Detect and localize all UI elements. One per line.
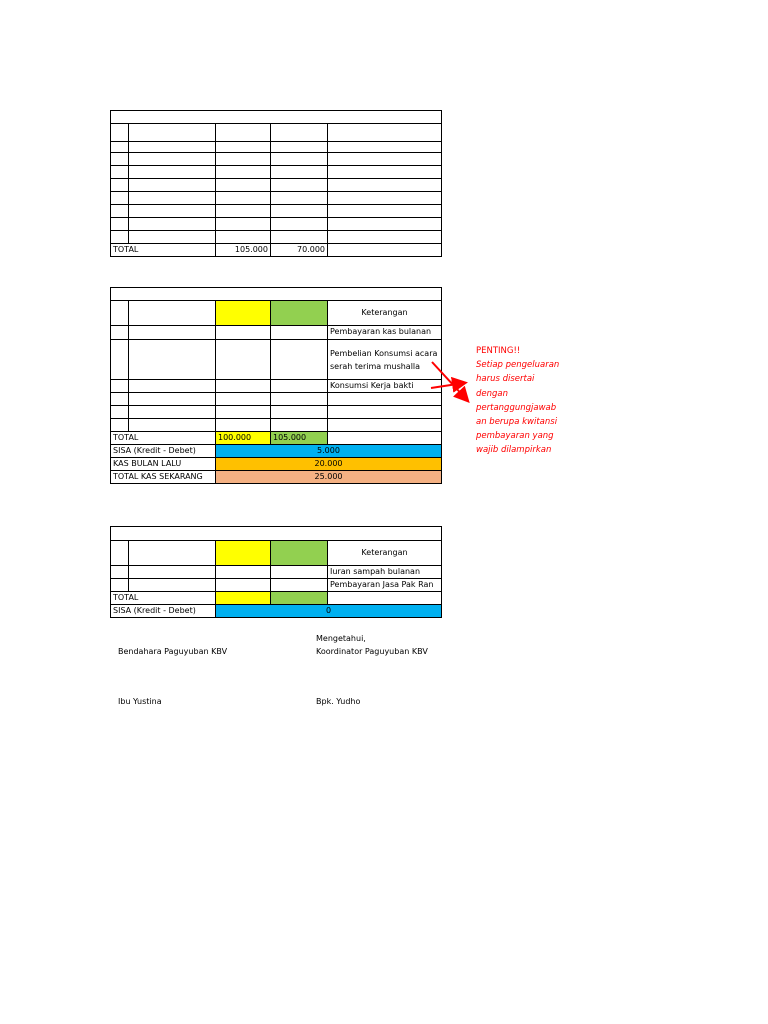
total-label: TOTAL	[111, 244, 216, 257]
signature-left-name: Ibu Yustina	[118, 697, 162, 706]
note-line: dengan	[476, 388, 509, 399]
keterangan-cell: Pembayaran kas bulanan	[328, 326, 442, 340]
sisa-value: 0	[216, 605, 442, 618]
keterangan-cell: Konsumsi Kerja bakti	[328, 380, 442, 393]
keterangan-header: Keterangan	[328, 541, 442, 566]
note-line: harus disertai	[476, 374, 535, 385]
note-title: PENTING!!	[476, 346, 521, 356]
signature-left-role: Bendahara Paguyuban KBV	[118, 647, 228, 656]
sisa-value: 5.000	[216, 445, 442, 458]
total-label: TOTAL	[111, 592, 216, 605]
signature-right-prefix: Mengetahui,	[316, 634, 366, 643]
total-value: 100.000	[216, 432, 271, 445]
total-kas-value: 25.000	[216, 471, 442, 484]
sisa-label: SISA (Kredit - Debet)	[111, 605, 216, 618]
keterangan-cell: Pembayaran Jasa Pak Ran	[328, 579, 442, 592]
note-line: an berupa kwitansi	[476, 417, 558, 428]
total-value: 70.000	[271, 244, 328, 257]
signature-right-role: Koordinator Paguyuban KBV	[316, 647, 428, 656]
note-line: pertanggungjawab	[476, 402, 557, 413]
signature-right-name: Bpk. Yudho	[316, 697, 361, 706]
note-line: wajib dilampirkan	[476, 445, 552, 456]
keterangan-header: Keterangan	[328, 301, 442, 326]
total-kas-label: TOTAL KAS SEKARANG	[111, 471, 216, 484]
note-line: pembayaran yang	[476, 431, 554, 442]
total-value: 105.000	[216, 244, 271, 257]
total-label: TOTAL	[111, 432, 216, 445]
sisa-label: SISA (Kredit - Debet)	[111, 445, 216, 458]
kas-bulan-lalu-label: KAS BULAN LALU	[111, 458, 216, 471]
keterangan-cell: Iuran sampah bulanan	[328, 566, 442, 579]
keterangan-cell: Pembelian Konsumsi acara serah terima mushalla	[328, 340, 442, 380]
note-line: Setiap pengeluaran	[476, 360, 560, 371]
kas-bulan-lalu-value: 20.000	[216, 458, 442, 471]
total-value: 105.000	[271, 432, 328, 445]
